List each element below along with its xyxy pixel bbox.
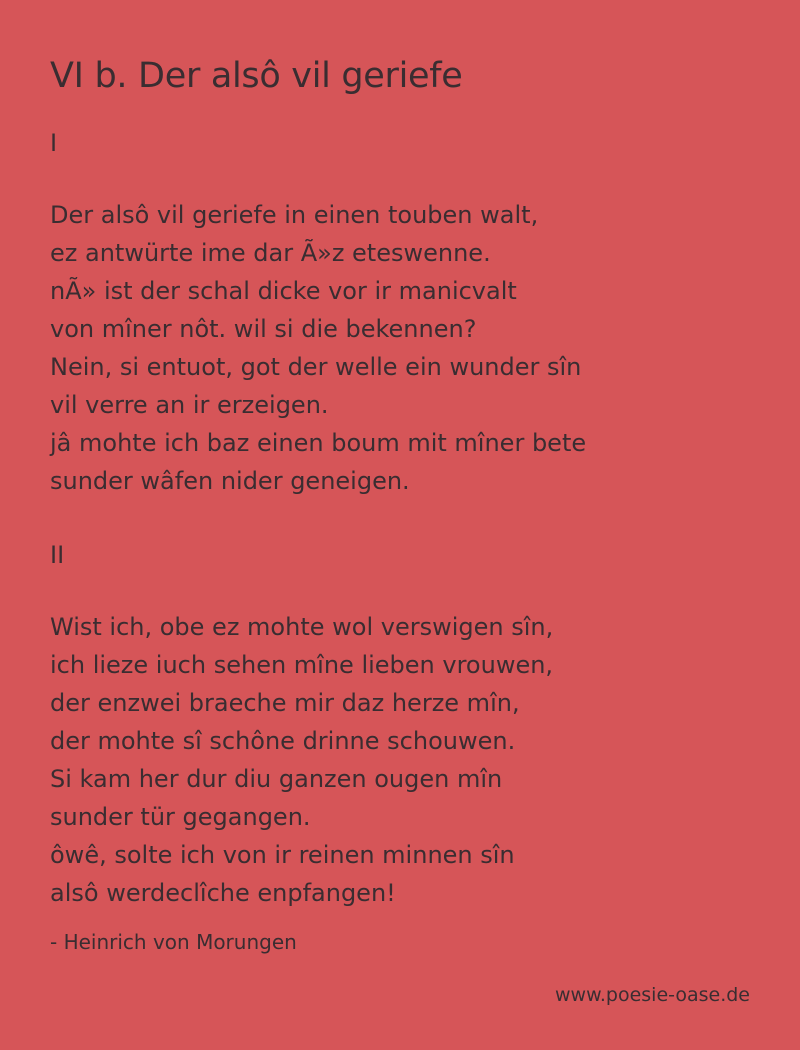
poem-line: sunder tür gegangen.: [50, 803, 311, 831]
poem-title: VI b. Der alsô vil geriefe: [50, 56, 463, 96]
poem-line: ich lieze iuch sehen mîne lieben vrouwen,: [50, 651, 554, 679]
stanza-lines: [50, 196, 760, 500]
website-link[interactable]: www.poesie-oase.de: [554, 984, 750, 1006]
poem-line: nÃ» ist der schal dicke vor ir manicvalt: [50, 277, 517, 305]
poem-line: Wist ich, obe ez mohte wol verswigen sîn,: [50, 613, 554, 641]
poem-line: vil verre an ir erzeigen.: [50, 391, 329, 419]
stanza-number: I: [50, 129, 58, 157]
poem-line: jâ mohte ich baz einen boum mit mîner bete: [50, 429, 587, 457]
poem-line: Nein, si entuot, got der welle ein wunder sîn: [50, 353, 582, 381]
poem-line: ez antwürte ime dar Ã»z eteswenne.: [50, 239, 491, 267]
stanza-2: [50, 540, 760, 912]
poem-line: alsô werdeclîche enpfangen!: [50, 879, 396, 907]
stanza-1: [50, 128, 760, 500]
poem-author: - Heinrich von Morungen: [50, 930, 297, 954]
poem-line: von mîner nôt. wil si die bekennen?: [50, 315, 477, 343]
poem-line: Der alsô vil geriefe in einen touben walt,: [50, 201, 539, 229]
poem-line: der mohte sî schône drinne schouwen.: [50, 727, 516, 755]
poem-page: [50, 52, 760, 956]
poem-line: ôwê, solte ich von ir reinen minnen sîn: [50, 841, 515, 869]
stanza-number: II: [50, 541, 65, 569]
poem-line: Si kam her dur diu ganzen ougen mîn: [50, 765, 503, 793]
stanza-lines: [50, 608, 760, 912]
poem-line: sunder wâfen nider geneigen.: [50, 467, 410, 495]
poem-line: der enzwei braeche mir daz herze mîn,: [50, 689, 520, 717]
